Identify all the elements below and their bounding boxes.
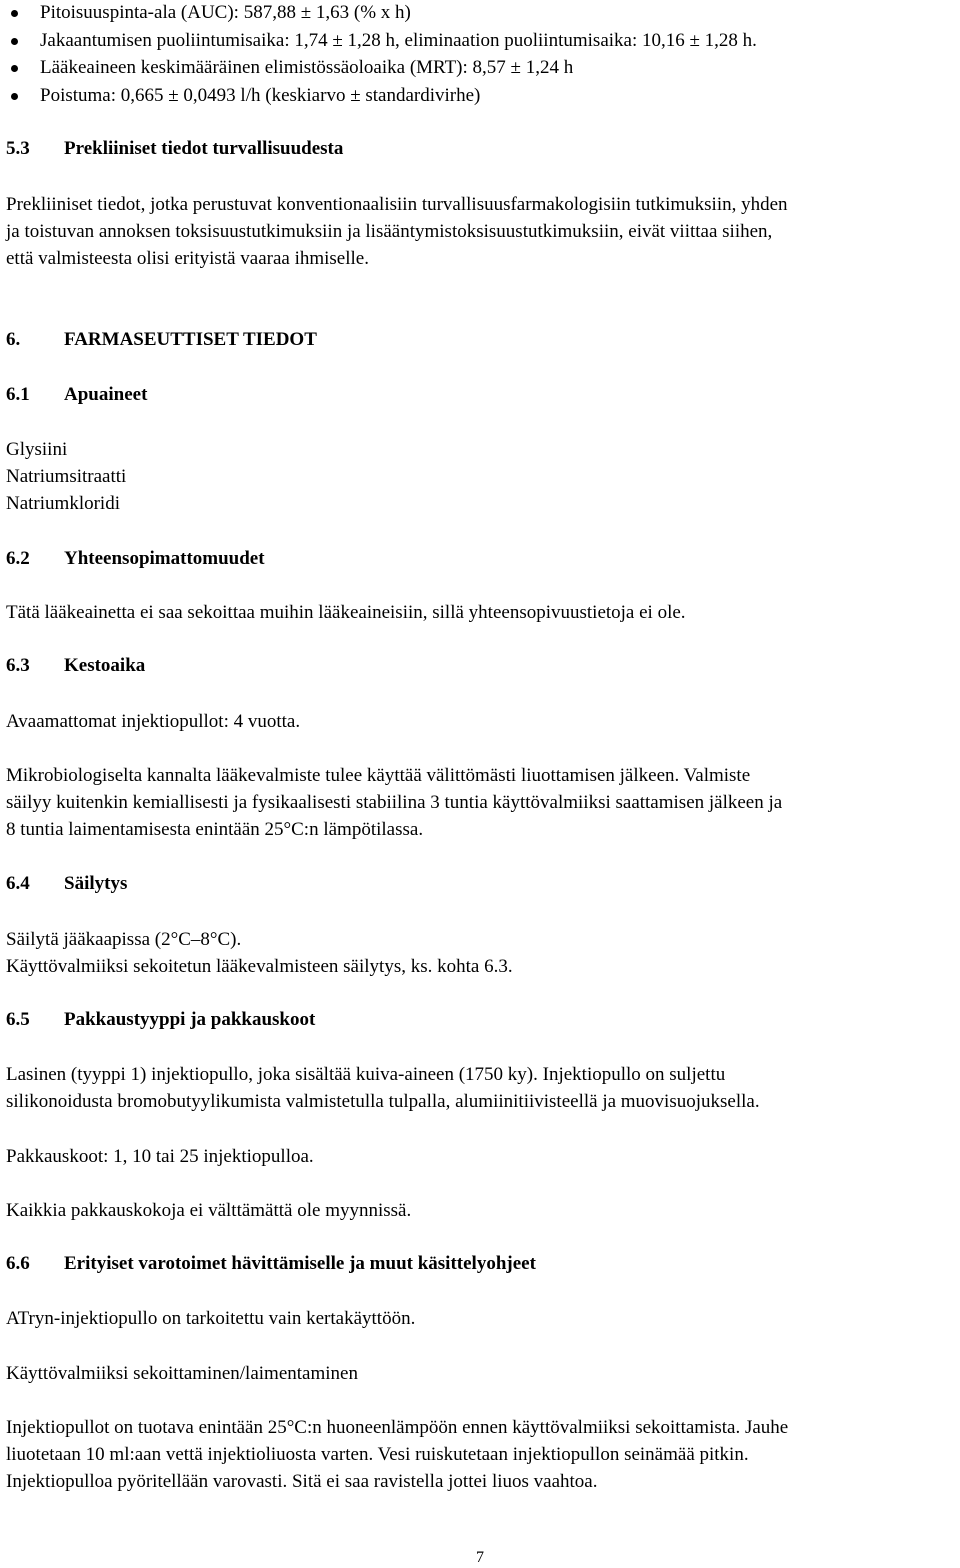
bullet-icon xyxy=(11,38,18,45)
section-heading-6-5 xyxy=(6,1009,315,1031)
text-line: säilyy kuitenkin kemiallisesti ja fysikaalisesti stabiilina 3 tuntia käyttövalmiiksi saattamisen jälkeen ja xyxy=(6,792,783,813)
section-number: 6.4 xyxy=(6,873,30,894)
text-line: Tätä lääkeainetta ei saa sekoittaa muihin lääkeaineisiin, sillä yhteensopivuustietoja ei ole. xyxy=(6,602,686,623)
list-item-text: Jakaantumisen puoliintumisaika: 1,74 ± 1,28 h, eliminaation puoliintumisaika: 10,16 ± 1,28 h. xyxy=(40,29,757,51)
section-heading-6-2 xyxy=(6,548,265,570)
paragraph-shelf-life xyxy=(6,708,958,735)
list-item xyxy=(6,2,958,30)
section-number: 5.3 xyxy=(6,138,30,159)
section-number: 6.3 xyxy=(6,655,30,676)
paragraph-availability xyxy=(6,1197,958,1224)
text-line: Lasinen (tyyppi 1) injektiopullo, joka sisältää kuiva-aineen (1750 ky). Injektiopullo on suljettu xyxy=(6,1064,726,1085)
list-item xyxy=(6,85,958,113)
page-number: 7 xyxy=(476,1549,484,1566)
section-title: FARMASEUTTISET TIEDOT xyxy=(64,329,317,350)
list-item xyxy=(6,30,958,58)
section-title: Säilytys xyxy=(64,873,128,894)
text-line: Säilytä jääkaapissa (2°C–8°C). xyxy=(6,929,242,950)
text-line: Avaamattomat injektiopullot: 4 vuotta. xyxy=(6,711,301,732)
section-heading-6-1 xyxy=(6,384,147,406)
text-line: ATryn-injektiopullo on tarkoitettu vain kertakäyttöön. xyxy=(6,1308,416,1329)
section-number: 6.5 xyxy=(6,1009,30,1030)
text-line: Käyttövalmiiksi sekoittaminen/laimentaminen xyxy=(6,1363,358,1384)
bullet-icon xyxy=(11,93,18,100)
section-title: Apuaineet xyxy=(64,384,148,405)
excipient-item: Natriumsitraatti xyxy=(6,466,127,487)
text-line: silikonoidusta bromobutyylikumista valmistetulla tulpalla, alumiinitiivisteellä ja muovisuojuksella. xyxy=(6,1091,760,1112)
section-number: 6.6 xyxy=(6,1253,30,1274)
section-heading-6-3 xyxy=(6,655,145,677)
text-line: Mikrobiologiselta kannalta lääkevalmiste tulee käyttää välittömästi liuottamisen jälkeen. Valmiste xyxy=(6,765,751,786)
section-heading-6-6 xyxy=(6,1253,536,1275)
list-item xyxy=(6,57,958,85)
paragraph-container xyxy=(6,1061,958,1115)
bullet-list xyxy=(6,2,958,112)
paragraph-single-use xyxy=(6,1305,958,1332)
paragraph-storage xyxy=(6,926,958,980)
text-line: Kaikkia pakkauskokoja ei välttämättä ole myynnissä. xyxy=(6,1200,412,1221)
section-title: Erityiset varotoimet hävittämiselle ja muut käsittelyohjeet xyxy=(64,1253,536,1274)
paragraph-incompatibilities xyxy=(6,599,958,626)
paragraph-pack-sizes xyxy=(6,1143,958,1170)
excipient-item: Glysiini xyxy=(6,439,68,460)
list-item-text: Pitoisuuspinta-ala (AUC): 587,88 ± 1,63 (% x h) xyxy=(40,2,411,23)
paragraph-reconstitution xyxy=(6,1414,958,1495)
bullet-icon xyxy=(11,65,18,72)
section-heading-6 xyxy=(6,329,317,351)
text-line: 8 tuntia laimentamisesta enintään 25°C:n lämpötilassa. xyxy=(6,819,424,840)
section-title: Prekliiniset tiedot turvallisuudesta xyxy=(64,138,344,159)
text-line: ja toistuvan annoksen toksisuustutkimuksiin ja lisääntymistoksisuustutkimuksiin, eivät viittaa siihen, xyxy=(6,221,773,242)
section-title: Yhteensopimattomuudet xyxy=(64,548,265,569)
text-line: että valmisteesta olisi erityistä vaaraa ihmiselle. xyxy=(6,248,369,269)
excipient-list xyxy=(6,436,958,517)
paragraph-preclinical xyxy=(6,191,958,272)
text-line: Injektiopulloa pyöritellään varovasti. Sitä ei saa ravistella jottei liuos vaahtoa. xyxy=(6,1471,598,1492)
bullet-icon xyxy=(11,10,18,17)
text-line: Prekliiniset tiedot, jotka perustuvat konventionaalisiin turvallisuusfarmakologisiin tutkimuksiin, yhden xyxy=(6,194,788,215)
text-line: liuotetaan 10 ml:aan vettä injektioliuosta varten. Vesi ruiskutetaan injektiopullon seinämää pitkin. xyxy=(6,1444,749,1465)
text-line: Injektiopullot on tuotava enintään 25°C:n huoneenlämpöön ennen käyttövalmiiksi sekoittamista. Jauhe xyxy=(6,1417,789,1438)
section-number: 6.1 xyxy=(6,384,30,405)
section-heading-6-4 xyxy=(6,873,127,895)
excipient-item: Natriumkloridi xyxy=(6,493,120,514)
text-line: Käyttövalmiiksi sekoitetun lääkevalmisteen säilytys, ks. kohta 6.3. xyxy=(6,956,513,977)
section-heading-5-3 xyxy=(6,138,343,160)
section-title: Kestoaika xyxy=(64,655,146,676)
list-item-text: Lääkeaineen keskimääräinen elimistössäoloaika (MRT): 8,57 ± 1,24 h xyxy=(40,57,574,78)
section-title: Pakkaustyyppi ja pakkauskoot xyxy=(64,1009,316,1030)
section-number: 6.2 xyxy=(6,548,30,569)
paragraph-microbiology xyxy=(6,762,958,843)
text-line: Pakkauskoot: 1, 10 tai 25 injektiopulloa. xyxy=(6,1146,314,1167)
list-item-text: Poistuma: 0,665 ± 0,0493 l/h (keskiarvo ± standardivirhe) xyxy=(40,84,481,106)
section-number: 6. xyxy=(6,329,21,350)
paragraph-reconstitution-heading xyxy=(6,1360,958,1387)
